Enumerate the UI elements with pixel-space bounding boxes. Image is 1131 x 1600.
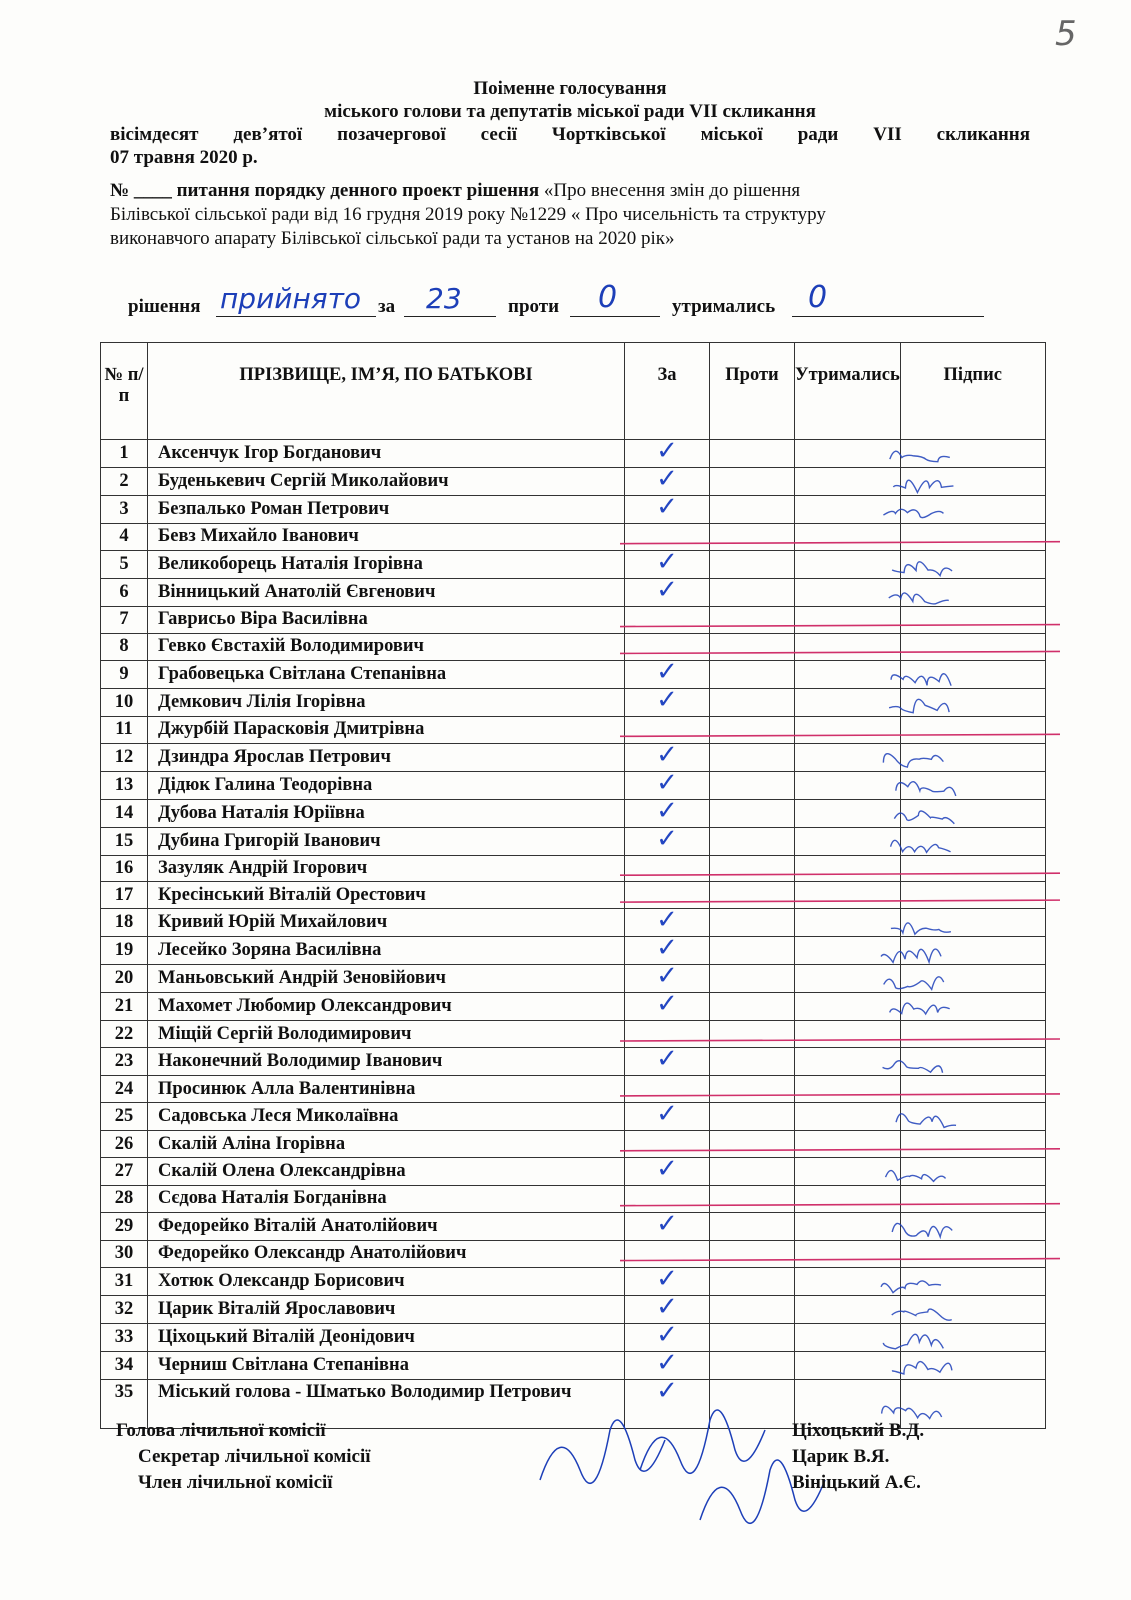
row-name: Царик Віталій Ярославович [148, 1295, 625, 1323]
checkmark-icon: ✓ [656, 684, 678, 715]
row-number: 32 [101, 1295, 148, 1323]
signature-scribble [886, 1171, 946, 1182]
strike-line [620, 625, 1060, 627]
agenda-item-prefix: № ____ питання порядку денного проект рішення [110, 180, 544, 201]
commission-signature [540, 1420, 665, 1483]
row-name: Буденькевич Сергій Миколайович [148, 468, 625, 496]
checkmark-icon: ✓ [656, 1347, 678, 1378]
row-number: 4 [101, 524, 148, 551]
signature-scribble [890, 1003, 950, 1014]
row-name: Ціхоцький Віталій Деонідович [148, 1323, 625, 1351]
row-number: 19 [101, 937, 148, 965]
row-number: 26 [101, 1131, 148, 1158]
row-number: 29 [101, 1212, 148, 1240]
for-value: 23 [426, 282, 462, 315]
row-number: 23 [101, 1048, 148, 1076]
col-abstained: Утримались [795, 343, 901, 440]
signature-scribble [883, 754, 943, 767]
commission-signature [640, 1410, 765, 1473]
checkmark-icon: ✓ [656, 1263, 678, 1294]
row-name: Федорейко Олександр Анатолійович [148, 1240, 625, 1267]
row-number: 33 [101, 1323, 148, 1351]
secretary-label: Секретар лічильної комісії [138, 1446, 371, 1467]
signature-scribble [891, 674, 951, 686]
checkmark-icon: ✓ [656, 492, 678, 522]
checkmark-icon: ✓ [656, 656, 678, 687]
row-number: 6 [101, 578, 148, 606]
chair-name: Ціхоцький В.Д. [792, 1420, 925, 1441]
row-name: Скалій Олена Олександрівна [148, 1158, 625, 1186]
decision-label: рішення [128, 296, 201, 317]
row-number: 5 [101, 550, 148, 578]
signature-scribble [891, 840, 951, 852]
decision-value: прийнято [220, 282, 362, 315]
question-part2: Білівської сільської ради від 16 грудня 2019 року №1229 « Про чисельність та структуру [110, 204, 826, 225]
row-number: 13 [101, 771, 148, 799]
checkmark-icon: ✓ [656, 464, 678, 494]
row-number: 7 [101, 606, 148, 633]
abstained-value: 0 [808, 280, 828, 315]
row-name: Просинюк Алла Валентинівна [148, 1076, 625, 1103]
signature-scribble [890, 451, 950, 461]
checkmark-icon: ✓ [656, 1291, 678, 1322]
row-number: 30 [101, 1240, 148, 1267]
checkmark-icon: ✓ [656, 739, 678, 770]
signature-scribble [881, 1281, 941, 1293]
row-number: 25 [101, 1103, 148, 1131]
row-name: Демкович Лілія Ігорівна [148, 688, 625, 716]
against-value: 0 [598, 280, 618, 315]
row-name: Бевз Михайло Іванович [148, 524, 625, 551]
row-number: 35 [101, 1379, 148, 1428]
signature-scribble [892, 1309, 952, 1320]
signature-scribble [881, 949, 941, 962]
for-label: за [378, 296, 396, 317]
row-name: Дубова Наталія Юріївна [148, 799, 625, 827]
session-line: вісімдесят дев’ятої позачергової сесії Чортківської міської ради VII скликання [110, 124, 1030, 145]
row-name: Грабовецька Світлана Степанівна [148, 660, 625, 688]
signature-scribble [896, 1114, 956, 1128]
row-name: Великоборець Наталія Ігорівна [148, 550, 625, 578]
strike-line [620, 900, 1060, 902]
col-for: За [625, 343, 710, 440]
checkmark-icon: ✓ [656, 933, 678, 964]
checkmark-icon: ✓ [656, 1154, 678, 1185]
row-number: 9 [101, 660, 148, 688]
row-number: 31 [101, 1267, 148, 1295]
row-name: Махомет Любомир Олександрович [148, 993, 625, 1021]
checkmark-icon: ✓ [656, 436, 678, 466]
row-name: Гаврисьо Віра Василівна [148, 606, 625, 633]
subtitle: міського голови та депутатів міської ради VII скликання [324, 101, 816, 122]
row-name: Кресінський Віталій Орестович [148, 882, 625, 909]
row-name: Скалій Аліна Ігорівна [148, 1131, 625, 1158]
col-signature: Підпис [900, 343, 1045, 440]
row-name: Дзиндра Ярослав Петрович [148, 743, 625, 771]
question-part1: «Про внесення змін до рішення [543, 180, 801, 201]
checkmark-icon: ✓ [656, 546, 678, 577]
row-number: 3 [101, 496, 148, 524]
signature-scribble [892, 1223, 952, 1236]
signature-scribble [892, 1362, 952, 1374]
row-number: 15 [101, 827, 148, 855]
row-name: Безпалько Роман Петрович [148, 496, 625, 524]
row-number: 22 [101, 1021, 148, 1048]
row-number: 24 [101, 1076, 148, 1103]
row-name: Черниш Світлана Степанівна [148, 1351, 625, 1379]
row-name: Хотюк Олександр Борисович [148, 1267, 625, 1295]
checkmark-icon: ✓ [656, 961, 678, 992]
row-name: Сєдова Наталія Богданівна [148, 1186, 625, 1213]
strike-line [620, 1204, 1060, 1206]
row-number: 2 [101, 468, 148, 496]
signature-scribble [893, 480, 953, 492]
row-number: 20 [101, 965, 148, 993]
row-name: Наконечний Володимир Іванович [148, 1048, 625, 1076]
checkmark-icon: ✓ [656, 795, 678, 826]
checkmark-icon: ✓ [656, 905, 678, 936]
secretary-name: Царик В.Я. [792, 1446, 890, 1467]
row-number: 34 [101, 1351, 148, 1379]
page-number: 5 [1055, 14, 1077, 54]
checkmark-icon: ✓ [656, 823, 678, 854]
row-name: Кривий Юрій Михайлович [148, 909, 625, 937]
checkmark-icon: ✓ [656, 1375, 678, 1406]
row-name: Міський голова - Шматько Володимир Петрович [148, 1379, 625, 1428]
checkmark-icon: ✓ [656, 1208, 678, 1239]
abstained-label: утримались [672, 296, 776, 317]
signature-scribble [883, 1061, 943, 1073]
row-name: Лесейко Зоряна Василівна [148, 937, 625, 965]
row-number: 11 [101, 716, 148, 743]
signature-scribble [896, 782, 956, 796]
date: 07 травня 2020 р. [110, 147, 258, 168]
checkmark-icon: ✓ [656, 989, 678, 1020]
signature-scribble [889, 593, 949, 604]
row-number: 17 [101, 882, 148, 909]
row-name: Маньовський Андрій Зеновійович [148, 965, 625, 993]
signature-scribble [882, 1406, 942, 1418]
row-name: Садовська Леся Миколаївна [148, 1103, 625, 1131]
signature-scribble [884, 977, 944, 990]
row-number: 1 [101, 440, 148, 468]
checkmark-icon: ✓ [656, 1099, 678, 1130]
row-number: 21 [101, 993, 148, 1021]
signature-scribble [891, 923, 951, 934]
row-number: 16 [101, 855, 148, 882]
row-name: Дідюк Галина Теодорівна [148, 771, 625, 799]
col-against: Проти [710, 343, 795, 440]
against-label: проти [508, 296, 560, 317]
strike-line [620, 1039, 1060, 1041]
checkmark-icon: ✓ [656, 1319, 678, 1350]
member-name: Вініцький А.Є. [792, 1472, 921, 1493]
strike-line [620, 542, 1060, 544]
strike-line [620, 1094, 1060, 1096]
row-number: 12 [101, 743, 148, 771]
question-part3: виконавчого апарату Білівської сільської ради та установ на 2020 рік» [110, 228, 675, 249]
row-name: Федорейко Віталій Анатолійович [148, 1212, 625, 1240]
row-number: 14 [101, 799, 148, 827]
row-name: Джурбій Парасковія Дмитрівна [148, 716, 625, 743]
signature-scribble [894, 811, 954, 824]
row-name: Зазуляк Андрій Ігорович [148, 855, 625, 882]
strike-line [620, 734, 1060, 736]
row-name: Міщій Сергій Володимирович [148, 1021, 625, 1048]
member-label: Член лічильної комісії [138, 1472, 333, 1493]
col-number: № п/п [101, 343, 148, 440]
strike-line [620, 651, 1060, 653]
row-name: Вінницький Анатолій Євгенович [148, 578, 625, 606]
title: Поіменне голосування [473, 78, 667, 99]
row-number: 18 [101, 909, 148, 937]
row-name: Дубина Григорій Іванович [148, 827, 625, 855]
row-number: 27 [101, 1158, 148, 1186]
row-name: Аксенчук Ігор Богданович [148, 440, 625, 468]
col-name: ПРІЗВИЩЕ, ІМ’Я, ПО БАТЬКОВІ [148, 343, 625, 440]
signature-scribble [889, 699, 949, 712]
checkmark-icon: ✓ [656, 1044, 678, 1075]
chair-label: Голова лічильної комісії [116, 1420, 326, 1441]
row-name: Гевко Євстахій Володимирович [148, 633, 625, 660]
row-number: 8 [101, 633, 148, 660]
signature-scribble [892, 562, 952, 576]
checkmark-icon: ✓ [656, 574, 678, 605]
row-number: 10 [101, 688, 148, 716]
strike-line [620, 1259, 1060, 1261]
strike-line [620, 1149, 1060, 1151]
checkmark-icon: ✓ [656, 767, 678, 798]
signature-scribble [883, 509, 943, 517]
signature-scribble [883, 1334, 943, 1349]
row-number: 28 [101, 1186, 148, 1213]
strike-line [620, 873, 1060, 875]
